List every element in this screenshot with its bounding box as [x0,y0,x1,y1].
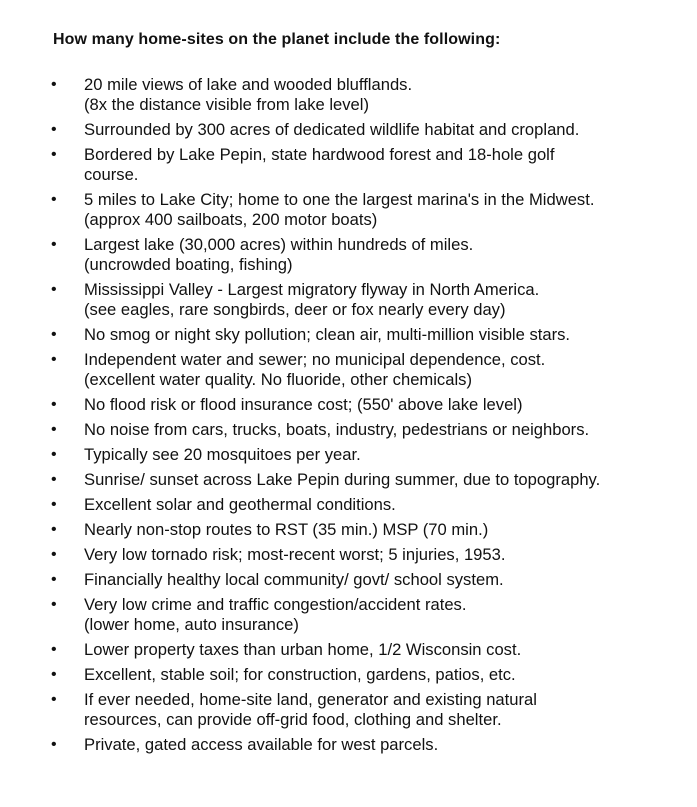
bullet-icon: • [51,326,57,343]
feature-text-line: Typically see 20 mosquitoes per year. [84,445,361,464]
bullet-icon: • [51,571,57,588]
bullet-icon: • [51,596,57,613]
feature-text-line: (8x the distance visible from lake level) [84,95,369,114]
feature-text-line: (lower home, auto insurance) [84,615,299,634]
feature-text-line: Very low crime and traffic congestion/accident rates. [84,595,467,614]
feature-list-item [0,665,697,685]
feature-text-line: Excellent, stable soil; for construction, gardens, patios, etc. [84,665,516,684]
feature-list-item [0,445,697,465]
bullet-icon: • [51,446,57,463]
feature-list-item [0,120,697,140]
feature-text-line: (approx 400 sailboats, 200 motor boats) [84,210,378,229]
feature-text-line: (see eagles, rare songbirds, deer or fox nearly every day) [84,300,506,319]
feature-list [0,75,697,760]
feature-text-line: 20 mile views of lake and wooded blufflands. [84,75,413,94]
feature-text-line: resources, can provide off-grid food, clothing and shelter. [84,710,502,729]
feature-text-line: Excellent solar and geothermal conditions. [84,495,396,514]
feature-list-item [0,280,697,320]
bullet-icon: • [51,496,57,513]
bullet-icon: • [51,121,57,138]
bullet-icon: • [51,396,57,413]
feature-list-item [0,325,697,345]
feature-text-line: Independent water and sewer; no municipal dependence, cost. [84,350,546,369]
bullet-icon: • [51,191,57,208]
bullet-icon: • [51,146,57,163]
bullet-icon: • [51,236,57,253]
feature-text-line: Private, gated access available for west parcels. [84,735,439,754]
feature-text-line: Lower property taxes than urban home, 1/2 Wisconsin cost. [84,640,522,659]
feature-text-line: Surrounded by 300 acres of dedicated wildlife habitat and cropland. [84,120,580,139]
bullet-icon: • [51,471,57,488]
bullet-icon: • [51,421,57,438]
feature-list-item [0,640,697,660]
feature-list-item [0,470,697,490]
feature-list-item [0,190,697,230]
feature-text-line: Nearly non-stop routes to RST (35 min.) MSP (70 min.) [84,520,489,539]
feature-text-line: No noise from cars, trucks, boats, industry, pedestrians or neighbors. [84,420,590,439]
feature-text-line: Largest lake (30,000 acres) within hundreds of miles. [84,235,474,254]
feature-text-line: Very low tornado risk; most-recent worst; 5 injuries, 1953. [84,545,506,564]
feature-list-item [0,595,697,635]
page-heading: How many home-sites on the planet include the following: [53,31,501,48]
feature-list-item [0,570,697,590]
feature-list-item [0,735,697,755]
feature-text-line: Sunrise/ sunset across Lake Pepin during summer, due to topography. [84,470,601,489]
feature-list-item [0,520,697,540]
feature-list-item [0,395,697,415]
feature-list-item [0,690,697,730]
feature-list-item [0,75,697,115]
feature-list-item [0,545,697,565]
feature-text-line: No flood risk or flood insurance cost; (550' above lake level) [84,395,523,414]
bullet-icon: • [51,546,57,563]
feature-list-item [0,235,697,275]
feature-list-item [0,495,697,515]
feature-text-line: No smog or night sky pollution; clean air, multi-million visible stars. [84,325,571,344]
feature-text-line: (uncrowded boating, fishing) [84,255,293,274]
feature-text-line: If ever needed, home-site land, generator and existing natural [84,690,537,709]
bullet-icon: • [51,736,57,753]
feature-list-item [0,420,697,440]
bullet-icon: • [51,641,57,658]
bullet-icon: • [51,76,57,93]
feature-text-line: Mississippi Valley - Largest migratory flyway in North America. [84,280,540,299]
bullet-icon: • [51,666,57,683]
bullet-icon: • [51,521,57,538]
feature-text-line: Bordered by Lake Pepin, state hardwood forest and 18-hole golf [84,145,555,164]
feature-list-item [0,145,697,185]
feature-text-line: course. [84,165,139,184]
feature-text-line: (excellent water quality. No fluoride, other chemicals) [84,370,472,389]
feature-text-line: 5 miles to Lake City; home to one the largest marina's in the Midwest. [84,190,595,209]
feature-list-item [0,350,697,390]
feature-text-line: Financially healthy local community/ govt/ school system. [84,570,504,589]
bullet-icon: • [51,351,57,368]
bullet-icon: • [51,691,57,708]
bullet-icon: • [51,281,57,298]
